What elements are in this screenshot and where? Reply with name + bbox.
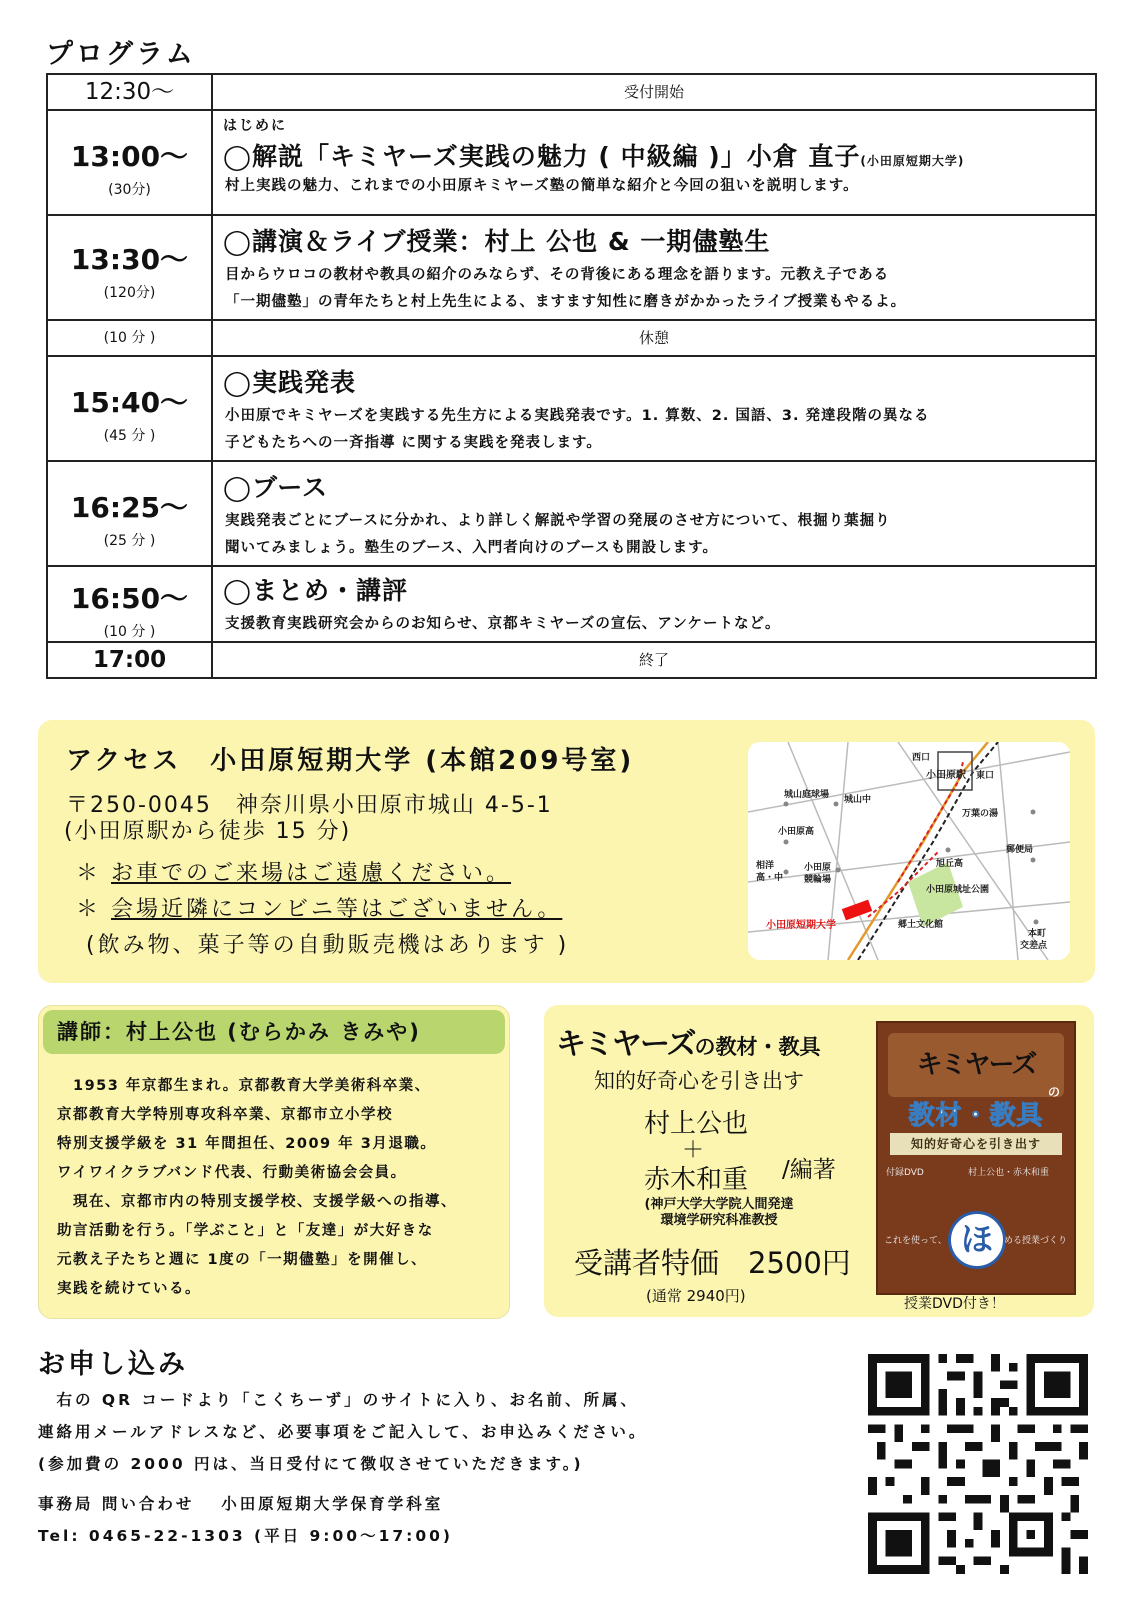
book-cover [876,1021,1076,1295]
row-label: 終了 [212,642,1096,678]
book-heading: キミヤーズの教材・教具 [556,1027,821,1062]
session-title: ◯ブース [223,473,328,502]
duration: (25 分 ) [103,533,156,549]
intro-label: はじめに [223,118,287,134]
map-label: 小田原高 [778,827,815,837]
cover-authors: 村上公也・赤木和重 [968,1168,1050,1178]
cover-no: の [1048,1085,1061,1099]
session-title: ◯実践発表 [223,368,356,397]
qr-graphic [868,1354,1088,1574]
duration: (30分) [108,182,151,198]
apply-heading: お申し込み [38,1349,188,1380]
editor-note: /編著 [782,1157,836,1183]
time-cell: 13:00〜 [70,140,189,173]
duration: (10 分 ) [103,330,156,346]
time-cell: 13:30〜 [70,243,189,276]
book-subtitle: 知的好奇心を引き出す [594,1069,804,1093]
map-label: 小田原城址公園 [926,885,990,895]
map-label: 郵便局 [1006,845,1034,855]
map-label: 旭丘高 [936,859,964,869]
duration: (45 分 ) [103,428,156,444]
note-no-car: ＊ お車でのご来場はご遠慮ください。 [76,861,512,886]
access-panel [38,720,1095,983]
table-row [47,356,1096,461]
access-walk: (小田原駅から徒歩 15 分) [64,819,352,844]
session-desc: 目からウロコの教材や教具の紹介のみならず、その背後にある理念を語ります。元教え子である [225,267,890,283]
cover-mark-icon: ほ [948,1211,1006,1269]
qr-code[interactable] [868,1354,1088,1574]
map-label: 郷土文化館 [898,920,944,930]
time-cell: 15:40〜 [70,386,189,419]
map-label: 小田原 [804,863,832,873]
table-row [47,215,1096,320]
table-row [47,74,1096,110]
special-price: 受講者特価 2500円 [574,1246,851,1280]
duration: (120分) [103,285,156,301]
map-label: 高・中 [756,873,784,883]
access-address: 〒250-0045 神奈川県小田原市城山 4-5-1 [66,793,553,818]
session-desc: 小田原でキミヤーズを実践する先生方による実践発表です。1. 算数、2. 国語、3. 発達段階の異なる [225,408,930,424]
session-desc: 支援教育実践研究会からのお知らせ、京都キミヤーズの宣伝、アンケートなど。 [225,616,781,632]
dvd-note: 授業DVD付き！ [904,1296,1005,1312]
author-affiliation: (神戸大学大学院人間発達 環境学研究科准教授 [644,1197,794,1228]
row-label: 受付開始 [212,74,1096,110]
map-label: 城山庭球場 [784,790,830,800]
table-row [47,566,1096,642]
map-label: 東口 [976,771,995,781]
map-label: 相洋 [756,861,775,871]
map-label: 小田原短期大学 [766,920,836,931]
instructor-bio: 1953 年京都生まれ。京都教育大学美術科卒業、 京都教育大学特別専攻科卒業、京都市立小学校 特別支援学級を 31 年間担任、2009 年 3月退職。 ワイワイクラブバンド代表、行動美術協会会員。 現在、京都市内の特別支援学校、支援学級への指導、 助言活動を行う。「学ぶこと」と「友達」が大好きな 元教え子たちと週に 1度の「一期儘塾」を開催し、 実践を続けている。 [57,1078,457,1297]
session-desc: 聞いてみましょう。塾生のブース、入門者向けのブースも開設します。 [225,540,718,556]
session-title: ◯解説「キミヤーズ実践の魅力 ( 中級編 )」小倉 直子 [223,142,861,171]
office-contact: 事務局 問い合わせ 小田原短期大学保育学科室 [38,1495,444,1513]
session-desc: 「一期儘塾」の青年たちと村上先生による、ますます知性に磨きがかかったライブ授業もやるよ。 [225,294,907,310]
time-cell: 17:00 [92,647,167,673]
time-cell: 16:25〜 [70,491,189,524]
program-table [46,73,1097,679]
cover-subtitle: 知的好奇心を引き出す [890,1133,1062,1155]
plus-sign: ＋ [682,1138,705,1163]
table-row [47,461,1096,566]
tel-contact: Tel: 0465-22-1303 (平日 9:00〜17:00) [38,1527,454,1545]
map-label: 交差点 [1020,941,1048,951]
duration: (10 分 ) [103,624,156,640]
session-desc: 村上実践の魅力、これまでの小田原キミヤーズ塾の簡単な紹介と今回の狙いを説明します。 [225,178,859,194]
access-title: アクセス 小田原短期大学 (本館209号室) [66,746,635,776]
session-desc: 実践発表ごとにブースに分かれ、より詳しく解説や学習の発展のさせ方について、根掘り葉掘り [225,513,891,529]
instructor-panel [38,1005,510,1319]
session-title: ◯まとめ・講評 [223,576,408,605]
author-2: 赤木和重 [644,1165,749,1195]
table-row [47,320,1096,356]
cover-title: 教材・教具 [908,1101,1044,1131]
affiliation: (小田原短期大学) [860,154,965,168]
map-label: 本町 [1028,929,1047,939]
book-panel [544,1005,1094,1317]
apply-text: 右の QR コードより「こくちーず」のサイトに入り、お名前、所属、 連絡用メールアドレスなど、必要事項をご記入して、お申込みください。 (参加費の 2000 円は、当日受付にて徴収させていただきます。) [38,1391,648,1473]
cover-bottom-right: める授業づくり [1004,1236,1068,1246]
access-map [748,742,1070,960]
cover-bottom-left: これを使って、 [884,1236,947,1246]
map-label: 小田原駅 [926,770,966,781]
session-desc: 子どもたちへの一斉指導 に関する実践を発表します。 [225,435,602,451]
instructor-heading: 講師：村上公也 (むらかみ きみや) [43,1010,505,1054]
session-title: ◯講演＆ライブ授業：村上 公也 & 一期儘塾生 [223,227,771,256]
map-label: 城山中 [844,795,872,805]
note-vending: (飲み物、菓子等の自動販売機はあります ) [86,933,570,958]
cover-logo: キミヤーズ [888,1033,1064,1097]
row-label: 休憩 [212,320,1096,356]
map-label: 西口 [912,753,931,763]
time-cell: 16:50〜 [70,582,189,615]
program-heading: プログラム [46,39,196,70]
regular-price: (通常 2940円) [646,1287,746,1305]
map-graphic [748,742,1070,960]
time-cell: 12:30〜 [84,79,175,105]
table-row [47,642,1096,678]
map-label: 万葉の湯 [962,809,999,819]
author-1: 村上公也 [644,1109,749,1139]
cover-dvd: 付録DVD [886,1168,924,1178]
kimiyaz-logo: キミヤーズ [556,1027,695,1062]
map-label: 競輪場 [804,875,832,885]
table-row [47,110,1096,215]
note-no-store: ＊ 会場近隣にコンビニ等はございません。 [76,897,563,922]
